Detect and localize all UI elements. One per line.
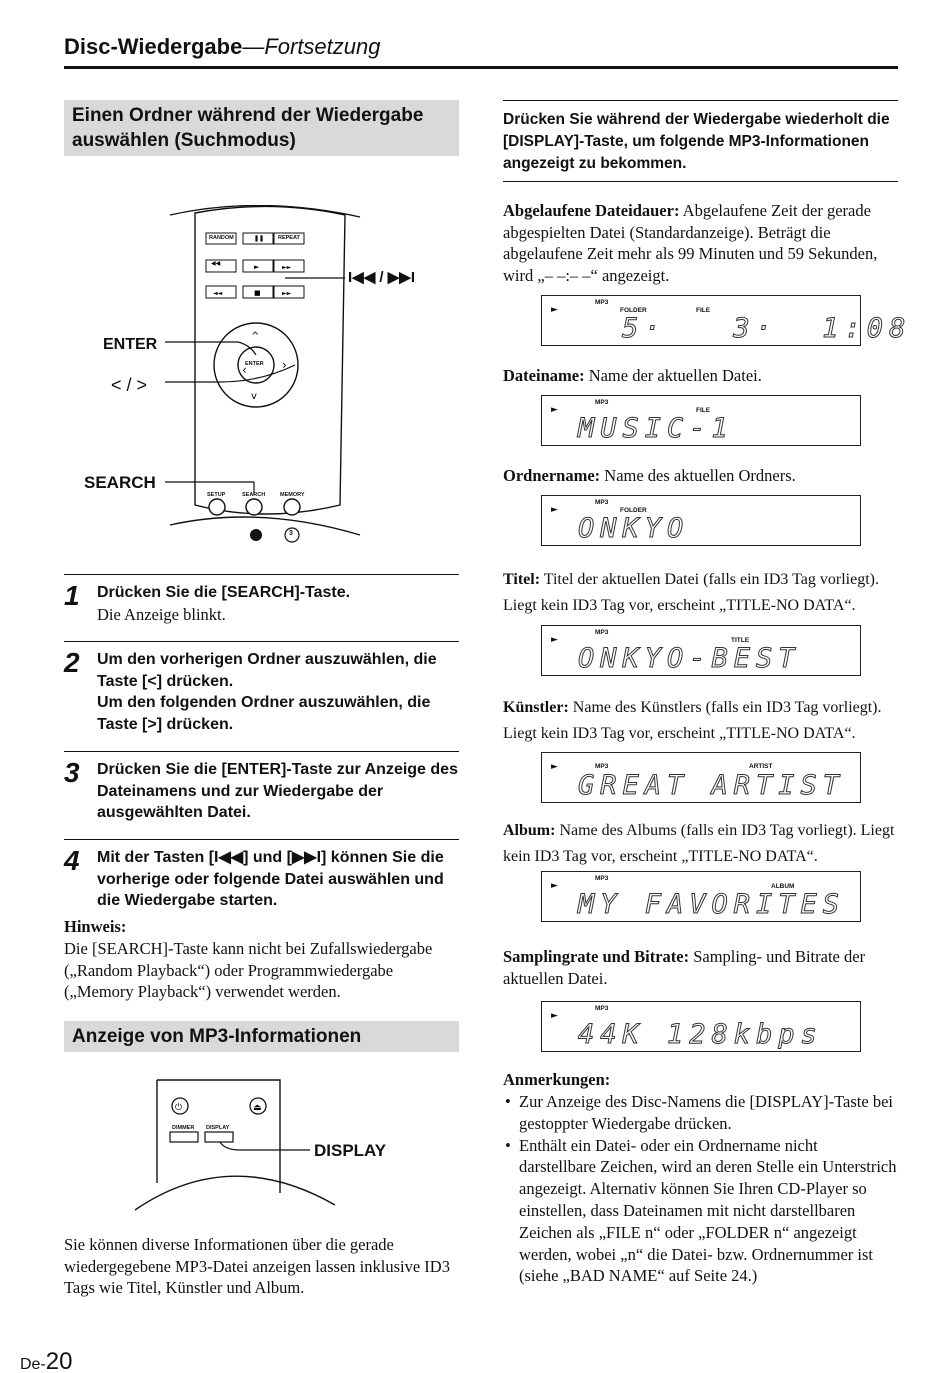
section-heading-mp3-info: Anzeige von MP3-Informationen (64, 1021, 459, 1052)
play-arrow-icon: ► (551, 762, 558, 772)
step-1-text: Drücken Sie die [SEARCH]-Taste. (97, 584, 351, 601)
info-term: Ordnername: (503, 466, 601, 485)
step-number: 1 (64, 580, 80, 611)
info-desc: Titel der aktuellen Datei (falls ein ID3 Tag vorliegt). Liegt kein ID3 Tag vor, erscheint „TITLE-NO DATA“. (503, 571, 879, 614)
lcd-text: ONKYO (578, 513, 690, 544)
lcd-display-elapsed (541, 295, 912, 346)
step-number: 3 (64, 757, 80, 788)
remote-memory-label: MEMORY (280, 492, 305, 498)
lcd-display-title (541, 625, 861, 676)
page-number (20, 1348, 72, 1373)
svg-text:›: › (282, 358, 287, 372)
enter-label: ENTER (103, 336, 158, 353)
info-term: Dateiname: (503, 366, 585, 385)
info-term: Samplingrate und Bitrate: (503, 947, 690, 966)
svg-text:v: v (251, 391, 257, 402)
info-item (503, 465, 898, 487)
play-arrow-icon: ► (551, 305, 558, 315)
lcd-text: MY FAVORITES (578, 889, 846, 920)
step-divider (64, 751, 459, 752)
lcd-text: MUSIC-1 (578, 413, 734, 444)
step-2-text: Um den vorherigen Ordner auszuwählen, die Taste [<] drücken. Um den folgenden Ordner auszuwählen, die Taste [>] drücken. (97, 651, 437, 733)
play-arrow-icon: ► (551, 1011, 558, 1021)
remote-dimmer-label: DIMMER (172, 1125, 195, 1131)
remote-search-label: SEARCH (242, 492, 266, 498)
lcd-tag: MP3 (595, 299, 609, 306)
remote-enter-label: ENTER (245, 361, 264, 367)
play-arrow-icon: ► (551, 505, 558, 515)
lcd-tag: FILE (696, 407, 711, 414)
note-item: • Enthält ein Datei- oder ein Ordnername nicht darstellbare Zeichen, wird an deren Stelle ein Unterstrich angezeigt. Alternativ können Sie Ihren CD-Player so einstellen, dass Dateinamen mit nicht darstellbaren Zeichen als „FILE n“ oder „FOLDER n“ angezeigt werden, wobei „n“ die Datei- bzw. Ordnernummer ist (siehe „BAD NAME“ auf Seite 24.) (503, 1135, 898, 1288)
lcd-display-bitrate (541, 1001, 861, 1052)
page-number-prefix: De- (20, 1356, 46, 1373)
remote-num3-label: 3 (289, 530, 293, 537)
lcd-tag: MP3 (595, 763, 609, 770)
page-number-value: 20 (45, 1348, 73, 1373)
info-desc: Name des Albums (falls ein ID3 Tag vorliegt). Liegt kein ID3 Tag vor, erscheint „TITLE-NO DATA“. (503, 822, 895, 865)
remote-setup-label: SETUP (207, 492, 226, 498)
info-desc: Name der aktuellen Datei. (584, 366, 762, 385)
info-item (503, 567, 903, 619)
hint-title: Hinweis: (64, 917, 127, 936)
step-number: 2 (64, 647, 80, 678)
svg-text:►: ► (254, 263, 260, 271)
lcd-text: GREAT ARTIST (578, 770, 846, 801)
svg-text:◀◀: ◀◀ (211, 260, 221, 267)
svg-text:■: ■ (254, 289, 261, 297)
lcd-display-folder (541, 495, 861, 546)
info-term: Album: (503, 822, 556, 839)
lcd-text: 44K 128kbps (578, 1019, 823, 1050)
info-term: Titel: (503, 571, 541, 588)
lcd-display-album (541, 871, 861, 922)
svg-text:‹: ‹ (242, 363, 247, 377)
search-label: SEARCH (84, 473, 156, 492)
svg-text:►►: ►► (282, 290, 292, 297)
svg-text:⏏: ⏏ (253, 1103, 262, 1113)
page-title: Disc-Wiedergabe (64, 34, 243, 59)
lcd-tag: MP3 (595, 629, 609, 636)
lcd-tag: TITLE (731, 637, 750, 644)
closing-text: Sie können diverse Informationen über die gerade wiedergegebene MP3-Datei anzeigen lassen inklusive ID3 Tags wie Titel, Künstler und Album. (64, 1235, 450, 1297)
page-subtitle: —Fortsetzung (242, 34, 381, 59)
remote-random-label: RANDOM (209, 235, 234, 241)
lcd-tag: MP3 (595, 1005, 609, 1012)
header-rule (64, 66, 898, 69)
lcd-display-filename (541, 395, 861, 446)
hint-text: Die [SEARCH]-Taste kann nicht bei Zufallswiedergabe („Random Playback“) oder Programmwiedergabe („Memory Playback“) verwendet werden. (64, 939, 433, 1001)
svg-text:►►: ►► (282, 264, 292, 271)
lcd-tag: ALBUM (771, 883, 795, 890)
info-term: Künstler: (503, 699, 569, 716)
lcd-tag: ARTIST (749, 763, 773, 770)
display-label: DISPLAY (314, 1141, 387, 1160)
section-heading-search-mode: Einen Ordner während der Wiedergabe auswählen (Suchmodus) (64, 100, 459, 156)
svg-text:^: ^ (251, 331, 260, 342)
lcd-text: 5· 3· 1:08 (622, 313, 912, 344)
play-arrow-icon: ► (551, 881, 558, 891)
svg-text:⏻: ⏻ (175, 1103, 183, 1113)
lcd-tag: MP3 (595, 875, 609, 882)
right-intro: Drücken Sie während der Wiedergabe wiederholt die [DISPLAY]-Taste, um folgende MP3-Informationen angezeigt zu bekommen. (503, 100, 898, 182)
remote-pause-label: ❚❚ (254, 236, 265, 242)
info-desc: Name des aktuellen Ordners. (600, 466, 796, 485)
lcd-text: ONKYO-BEST (578, 643, 801, 674)
skip-buttons-label: I◀◀ / ▶▶I (348, 269, 415, 286)
step-number: 4 (64, 845, 80, 876)
info-desc: Sampling- und Bitrate der aktuellen Datei. (503, 947, 866, 988)
info-item (503, 695, 903, 747)
lcd-tag: FILE (696, 307, 711, 314)
step-divider (64, 574, 459, 575)
remote-display-button-label: DISPLAY (206, 1125, 230, 1131)
info-item (503, 365, 898, 387)
page-header (64, 34, 898, 60)
step-4-text: Mit der Tasten [I◀◀] und [▶▶I] können Sie die vorherige oder folgende Datei auswählen und die Wiedergabe starten. (97, 849, 444, 909)
step-1-sub: Die Anzeige blinkt. (97, 605, 226, 624)
notes-list (503, 1091, 898, 1287)
info-item (503, 946, 898, 989)
notes-title: Anmerkungen: (503, 1070, 611, 1089)
step-divider (64, 641, 459, 642)
info-desc: Name des Künstlers (falls ein ID3 Tag vorliegt). Liegt kein ID3 Tag vor, erscheint „TITLE-NO DATA“. (503, 699, 882, 742)
lcd-tag: FOLDER (620, 507, 647, 514)
step-3-text: Drücken Sie die [ENTER]-Taste zur Anzeige des Dateinamens und zur Wiedergabe der ausgewählten Datei. (97, 761, 458, 821)
lcd-tag: MP3 (595, 499, 609, 506)
info-item (503, 200, 898, 286)
remote-repeat-label: REPEAT (278, 235, 300, 241)
arrow-keys-label: < / > (111, 375, 148, 395)
play-arrow-icon: ► (551, 635, 558, 645)
lcd-tag: FOLDER (620, 307, 647, 314)
step-divider (64, 839, 459, 840)
note-item: • Zur Anzeige des Disc-Namens die [DISPLAY]-Taste bei gestoppter Wiedergabe drücken. (503, 1091, 898, 1135)
svg-text:◄◄: ◄◄ (213, 290, 223, 297)
info-desc: Abgelaufene Zeit der gerade abgespielten Datei (Standardanzeige). Beträgt die abgelaufene Zeit mehr als 99 Minuten und 59 Sekunden, wird „– –:– –“ angezeigt. (503, 201, 878, 285)
info-term: Abgelaufene Dateidauer: (503, 201, 680, 220)
lcd-tag: MP3 (595, 399, 609, 406)
info-item (503, 818, 903, 870)
play-arrow-icon: ► (551, 405, 558, 415)
lcd-display-artist (541, 752, 861, 803)
